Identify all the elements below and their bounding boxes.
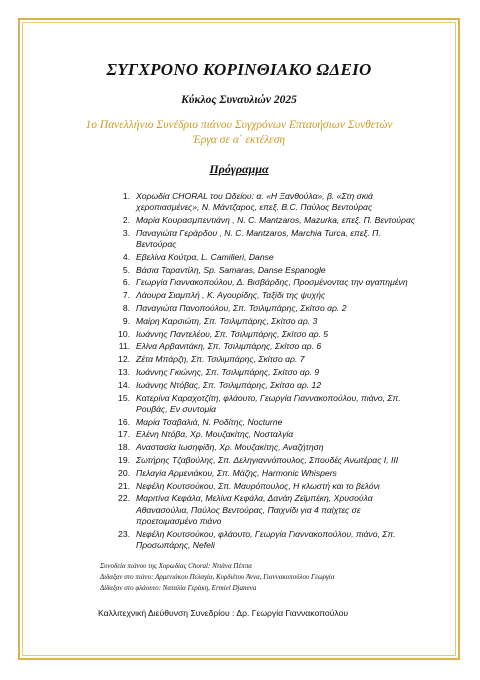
list-item: 20. Πελαγία Αρμενιάκου, Σπ. Μάζης, Harmonic Whispers (118, 467, 337, 478)
list-item: 3. Παναγιώτα Γεράρδου , N. C. Mantzaros, Marchia Turca, επεξ. Π. Βεντούρας (122, 227, 381, 249)
list-item: 22. Μαριτίνα Κεφάλα, Μελίνα Κεφάλα, Δανάη Ζεϊμπέκη, Χρυσούλα Αθανασούλια, Παύλος Βεντούρας, Παιχνίδι για 4 παίχτες σε προετοιμασμένο πιάνο (118, 493, 373, 526)
concert-cycle: Κύκλος Συναυλιών 2025 (181, 94, 297, 106)
list-item: 13. Ιωάννης Γκιώνης, Σπ. Τσιλιμπάρης, Σκίτσο αρ. 9 (118, 366, 320, 377)
list-item: 10. Ιωάννης Παντελέου, Σπ. Τσιλιμπάρης, Σκίτσο αρ. 5 (118, 328, 329, 339)
list-item: 7. Λάουρα Σιαμπλή , Κ. Αγουρίδης, Ταξίδι της ψυχής (122, 290, 326, 301)
list-item: 8. Παναγιώτα Πανοπούλου, Σπ. Τσιλιμπάρης, Σκίτσο αρ. 2 (122, 302, 347, 313)
list-item: 19. Σωτήρης Τζαβούλης, Σπ. Δεληγιαννόπουλος, Σπουδές Ανωτέρας Ι, ΙΙΙ (118, 454, 399, 465)
list-item: 9. Μαίρη Καρσιώτη, Σπ. Τσιλιμπάρης, Σκίτσο αρ. 3 (122, 315, 318, 326)
list-item: 4. Εβελίνα Κούτρα, L. Camilieri, Danse (122, 251, 274, 262)
program-list (18, 191, 460, 551)
list-item: 5. Βάσια Ταραντίλη, Sp. Samaras, Danse Espanogle (122, 264, 326, 275)
list-item: 16. Μαρία Τσαβαλιά, Ν. Ροδίτης, Nocturne (118, 416, 283, 427)
event-title-line1: 1ο Πανελλήνιο Συνέδριο πιάνου Συγχρόνων Επταυήσιων Συνθετών (85, 119, 393, 131)
list-item: 1. Χορωδία CHORAL του Ωδείου: α. «Η Ξανθούλα», β. «Στη σκιά χεροπιασμένες», Ν. Μάντζαρος, επεξ. Β.C. Παύλος Βεντούρας (122, 191, 373, 213)
list-item: 15. Κατερίνα Καραχοτζίτη, φλάουτο, Γεωργία Γιαννακοπούλου, πιάνο, Σπ. Ρουβάς, Εν συντομία (118, 392, 401, 414)
piano-teachers-note: Διδαξαν στο πιάνο: Αρμενιάκου Πελαγία, Κυρδιέτου Άννα, Γιαννακοπούλου Γεωργία (100, 572, 335, 581)
event-title (18, 118, 460, 148)
program-document (18, 18, 460, 618)
list-item: 12. Ζέτα Μπάρζη, Σπ. Τσιλιμπάρης, Σκίτσο αρ. 7 (118, 354, 305, 365)
list-item: 11. Ελίνα Αρβανιτάκη, Σπ. Τσιλιμπάρης, Σκίτσο αρ. 6 (118, 341, 322, 352)
accompaniment-note: Συνοδεία πιάνου της Χορωδίας Choral: Ντιάνα Πέππα (100, 561, 252, 570)
list-item: 14. Ιωάννης Ντόβας, Σπ. Τσιλιμπάρης, Σκίτσο αρ. 12 (118, 379, 322, 390)
list-item: 23. Νεφέλη Κουτσούκου, φλάουτο, Γεωργία Γιαννακοπούλου, πιάνο, Σπ. Προσωπάρης, Nefeli (118, 528, 396, 550)
credits-notes (100, 561, 460, 594)
event-title-line2: Έργα σε α΄ εκτέλεση (192, 134, 286, 146)
artistic-director: Καλλιτεχνική Διεύθυνση Συνεδρίου : Δρ. Γεωργία Γιαννακοπούλου (98, 607, 349, 618)
list-item: 18. Αναστασία Ιωσηφίδη, Χρ. Μουζακίτης, Αναζήτηση (118, 442, 324, 453)
flute-teachers-note: Δίδαξαν στο φλάουτο: Ναταλία Γεράκη, Ermiel Djaneva (100, 583, 257, 592)
conservatory-title: ΣΥΓΧΡΟΝΟ ΚΟΡΙΝΘΙΑΚΟ ΩΔΕΙΟ (106, 60, 372, 79)
list-item: 17. Ελένη Ντόβα, Χρ. Μουζακίτης, Νοσταλγία (118, 429, 294, 440)
program-heading: Πρόγραμμα (209, 162, 269, 176)
list-item: 2. Μαρία Κουρασμπεντιάνη , N. C. Mantzaros, Mazurka, επεξ. Π. Βεντούρας (122, 215, 416, 225)
list-item: 21. Νεφέλη Κουτσούκου, Σπ. Μαυρόπουλος, Η κλωστή και το βελόνι (118, 480, 380, 491)
list-item: 6. Γεωργία Γιαννακοπούλου, Δ. Βισβάρδης, Προσμένοντας την αγαπημένη (122, 277, 408, 288)
